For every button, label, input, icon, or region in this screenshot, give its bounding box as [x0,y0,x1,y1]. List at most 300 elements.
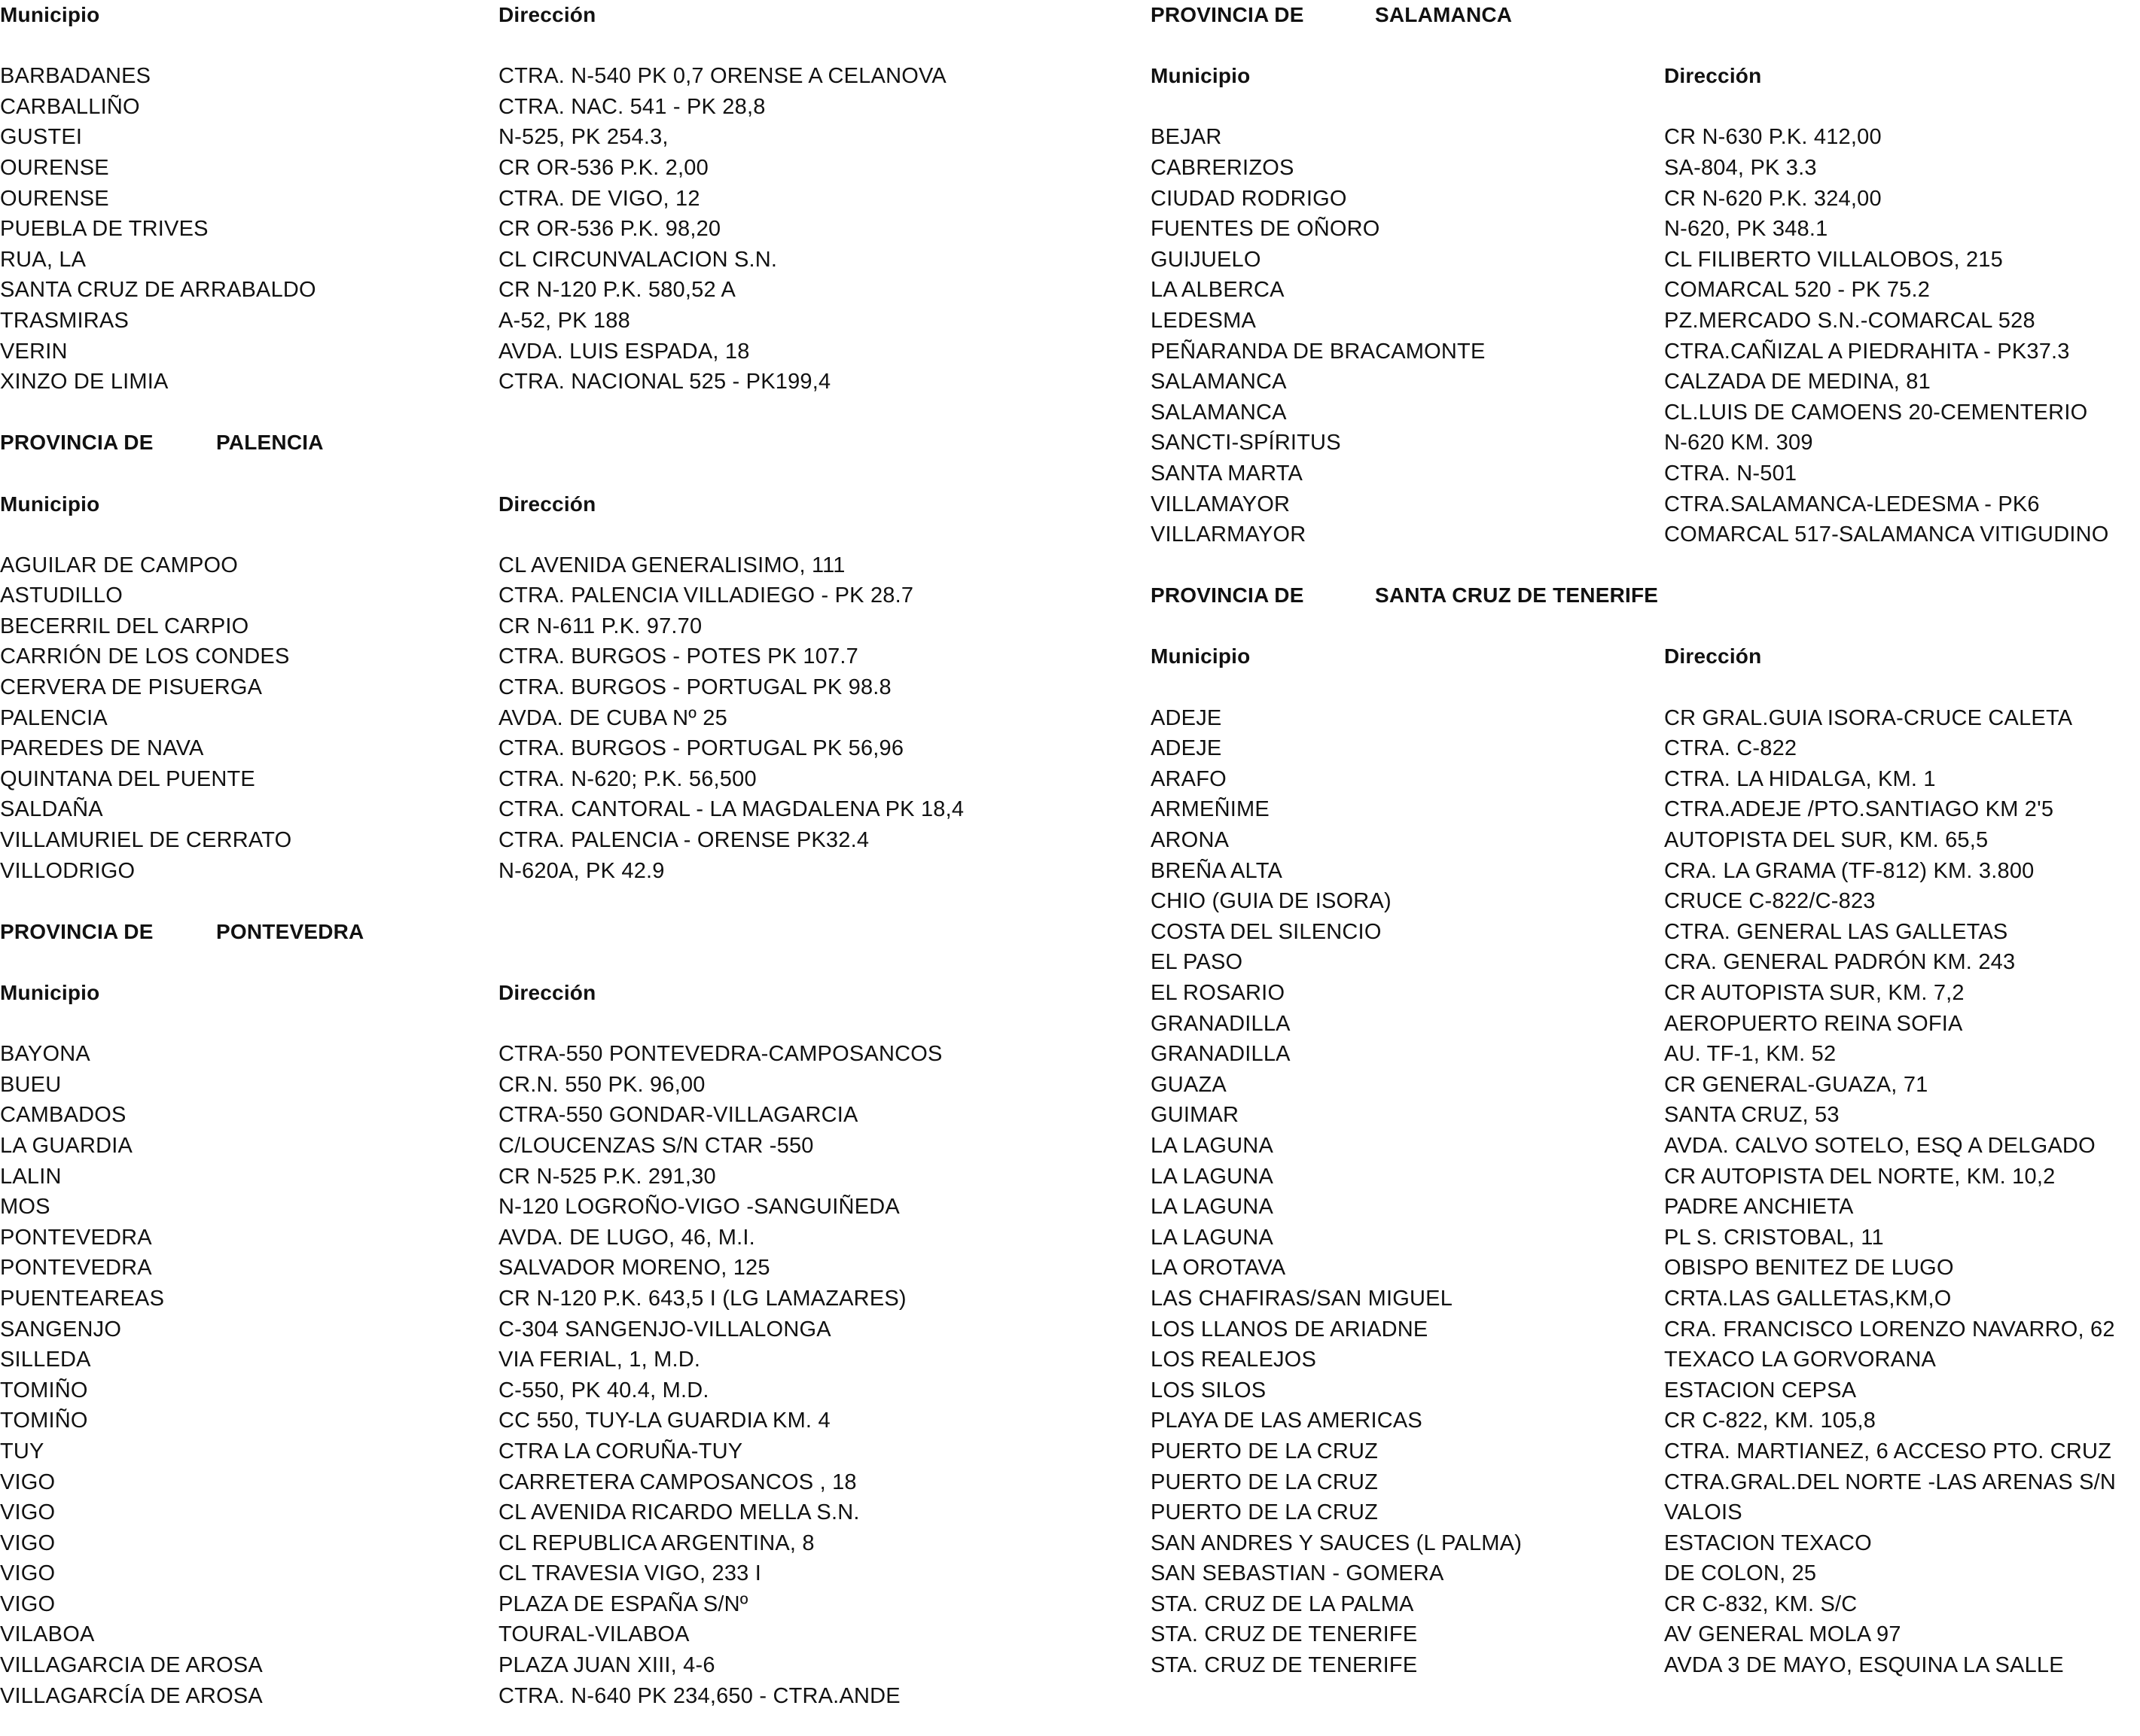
municipio-cell: CARRIÓN DE LOS CONDES [0,644,290,669]
municipio-cell: GRANADILLA [1151,1011,1291,1036]
direccion-cell: CARRETERA CAMPOSANCOS , 18 [498,1470,857,1494]
municipio-cell: LEDESMA [1151,308,1256,333]
direccion-header: Dirección [498,981,596,1004]
table-row [1151,519,2140,550]
table-row [0,1100,1069,1131]
municipio-cell: VILLAMAYOR [1151,492,1291,516]
direccion-cell: CTRA. DE VIGO, 12 [498,186,700,211]
table-row [1151,1497,2140,1528]
direccion-cell: CRA. GENERAL PADRÓN KM. 243 [1664,950,2016,975]
municipio-cell: LOS REALEJOS [1151,1348,1316,1372]
table-row [0,92,1069,123]
direccion-cell: SALVADOR MORENO, 125 [498,1256,770,1281]
municipio-cell: LA GUARDIA [0,1133,133,1158]
palencia-list [0,550,1069,887]
table-row [0,1650,1069,1681]
table-row [0,611,1069,642]
municipio-cell: XINZO DE LIMIA [0,370,169,394]
table-row [1151,825,2140,856]
table-row [0,306,1069,337]
direccion-cell: CL.LUIS DE CAMOENS 20-CEMENTERIO [1664,400,2088,425]
municipio-cell: ASTUDILLO [0,583,123,608]
municipio-cell: SANTA MARTA [1151,461,1303,486]
table-row [0,184,1069,215]
table-row [0,1589,1069,1620]
municipio-cell: CHIO (GUIA DE ISORA) [1151,889,1392,914]
direccion-cell: N-620, PK 348.1 [1664,217,1828,242]
direccion-cell: CR N-611 P.K. 97.70 [498,614,703,638]
municipio-cell: SAN ANDRES Y SAUCES (L PALMA) [1151,1530,1523,1555]
municipio-cell: STA. CRUZ DE TENERIFE [1151,1653,1418,1678]
direccion-cell: CR GENERAL-GUAZA, 71 [1664,1072,1928,1097]
table-row [1151,245,2140,276]
municipio-cell: SALAMANCA [1151,400,1287,425]
direccion-cell: CTRA. CANTORAL - LA MAGDALENA PK 18,4 [498,797,965,822]
table-row [1151,703,2140,734]
province-heading: PROVINCIA DE PONTEVEDRA [0,917,1069,948]
direccion-cell: AV GENERAL MOLA 97 [1664,1622,1901,1647]
direccion-cell: PADRE ANCHIETA [1664,1195,1854,1220]
direccion-cell: CR C-822, KM. 105,8 [1664,1409,1876,1433]
table-row [0,1345,1069,1375]
left-column [0,0,1069,1711]
direccion-cell: CL AVENIDA RICARDO MELLA S.N. [498,1500,860,1525]
direccion-cell: DE COLON, 25 [1664,1561,1817,1586]
table-row [1151,1589,2140,1620]
table-row [0,1528,1069,1559]
direccion-cell: CRA. FRANCISCO LORENZO NAVARRO, 62 [1664,1317,2115,1342]
province-name: PALENCIA [216,431,324,455]
table-row [1151,794,2140,825]
direccion-cell: OBISPO BENITEZ DE LUGO [1664,1256,1954,1281]
municipio-cell: VILLODRIGO [0,858,136,883]
municipio-cell: CERVERA DE PISUERGA [0,675,263,700]
table-row [0,1284,1069,1314]
direccion-cell: CTRA. N-501 [1664,461,1797,486]
table-row [1151,1650,2140,1681]
municipio-cell: AGUILAR DE CAMPOO [0,553,239,577]
municipio-cell: PEÑARANDA DE BRACAMONTE [1151,339,1486,364]
table-row [0,825,1069,856]
municipio-cell: VIGO [0,1530,56,1555]
column-header [1151,61,2140,92]
direccion-cell: AVDA. DE CUBA Nº 25 [498,705,727,730]
table-row [1151,1131,2140,1162]
direccion-cell: PZ.MERCADO S.N.-COMARCAL 528 [1664,308,2035,333]
municipio-cell: SALAMANCA [1151,370,1287,394]
table-row [0,1039,1069,1070]
table-row [0,764,1069,795]
direccion-cell: AVDA 3 DE MAYO, ESQUINA LA SALLE [1664,1653,2064,1678]
table-row [1151,367,2140,397]
municipio-cell: GUIJUELO [1151,247,1261,272]
table-row [1151,1070,2140,1101]
municipio-cell: BREÑA ALTA [1151,858,1282,883]
direccion-cell: CL FILIBERTO VILLALOBOS, 215 [1664,247,2003,272]
table-row [0,580,1069,611]
municipio-cell: ARAFO [1151,766,1227,791]
direccion-cell: COMARCAL 517-SALAMANCA VITIGUDINO [1664,522,2109,547]
direccion-cell: PLAZA DE ESPAÑA S/Nº [498,1591,748,1616]
table-row [0,1223,1069,1253]
table-row [0,794,1069,825]
direccion-cell: CTRA. NAC. 541 - PK 28,8 [498,94,766,119]
direccion-cell: CR N-120 P.K. 643,5 I (LG LAMAZARES) [498,1286,907,1311]
municipio-cell: SANCTI-SPÍRITUS [1151,431,1341,455]
direccion-cell: CR N-120 P.K. 580,52 A [498,278,736,303]
municipio-cell: TUY [0,1439,44,1463]
table-row [0,245,1069,276]
municipio-cell: FUENTES DE OÑORO [1151,217,1380,242]
municipio-cell: STA. CRUZ DE TENERIFE [1151,1622,1418,1647]
table-row [0,1314,1069,1345]
province-heading: PROVINCIA DE SANTA CRUZ DE TENERIFE [1151,580,2140,611]
right-column [1151,0,2140,1681]
municipio-cell: PALENCIA [0,705,108,730]
column-header [0,0,1069,31]
direccion-cell: AEROPUERTO REINA SOFIA [1664,1011,1963,1036]
direccion-cell: COMARCAL 520 - PK 75.2 [1664,278,1931,303]
municipio-cell: ADEJE [1151,705,1222,730]
direccion-cell: C-550, PK 40.4, M.D. [498,1378,709,1403]
municipio-cell: LA ALBERCA [1151,278,1285,303]
column-header [0,489,1069,520]
direccion-cell: ESTACION CEPSA [1664,1378,1857,1403]
table-row [1151,764,2140,795]
table-row [1151,1192,2140,1223]
table-row [1151,458,2140,489]
table-row [1151,733,2140,764]
municipio-cell: GRANADILLA [1151,1042,1291,1067]
municipio-cell: BAYONA [0,1042,90,1067]
table-row [1151,214,2140,245]
direccion-cell: CTRA. BURGOS - POTES PK 107.7 [498,644,858,669]
municipio-cell: VILLAGARCIA DE AROSA [0,1653,263,1678]
table-row [1151,1558,2140,1589]
municipio-cell: BECERRIL DEL CARPIO [0,614,249,638]
municipio-cell: LALIN [0,1164,62,1189]
municipio-cell: VIGO [0,1561,56,1586]
municipio-cell: ADEJE [1151,736,1222,761]
municipio-cell: OURENSE [0,186,109,211]
direccion-cell: PL S. CRISTOBAL, 11 [1664,1225,1884,1250]
table-row [1151,886,2140,917]
table-row [1151,428,2140,458]
municipio-cell: ARMEÑIME [1151,797,1270,822]
municipio-cell: STA. CRUZ DE LA PALMA [1151,1591,1414,1616]
table-row [1151,1528,2140,1559]
table-row [0,1192,1069,1223]
direccion-cell: CTRA. N-640 PK 234,650 - CTRA.ANDE [498,1683,901,1708]
municipio-cell: LA LAGUNA [1151,1195,1273,1220]
direccion-cell: TEXACO LA GORVORANA [1664,1348,1937,1372]
municipio-cell: CABRERIZOS [1151,155,1294,180]
table-row [1151,306,2140,337]
direccion-cell: CR OR-536 P.K. 98,20 [498,217,721,242]
table-row [1151,1100,2140,1131]
table-row [1151,184,2140,215]
direccion-cell: CTRA. MARTIANEZ, 6 ACCESO PTO. CRUZ [1664,1439,2112,1463]
column-header [0,978,1069,1009]
table-row [0,703,1069,734]
table-row [0,1070,1069,1101]
direccion-cell: CTRA. N-620; P.K. 56,500 [498,766,757,791]
table-row [1151,1284,2140,1314]
direccion-cell: CR AUTOPISTA SUR, KM. 7,2 [1664,981,1965,1005]
direccion-cell: CTRA. BURGOS - PORTUGAL PK 98.8 [498,675,892,700]
direccion-cell: CL CIRCUNVALACION S.N. [498,247,778,272]
municipio-cell: PUERTO DE LA CRUZ [1151,1500,1379,1525]
direccion-cell: SANTA CRUZ, 53 [1664,1103,1840,1128]
municipio-cell: EL PASO [1151,950,1243,975]
direccion-cell: CTRA.ADEJE /PTO.SANTIAGO KM 2'5 [1664,797,2054,822]
municipio-header: Municipio [0,981,100,1004]
municipio-cell: VILLAMURIEL DE CERRATO [0,828,292,853]
direccion-cell: CTRA. GENERAL LAS GALLETAS [1664,919,2008,944]
table-row [0,367,1069,397]
direccion-cell: CR.N. 550 PK. 96,00 [498,1072,706,1097]
municipio-cell: LOS LLANOS DE ARIADNE [1151,1317,1428,1342]
municipio-cell: SANTA CRUZ DE ARRABALDO [0,278,316,303]
direccion-cell: CTRA. C-822 [1664,736,1797,761]
direccion-cell: VALOIS [1664,1500,1742,1525]
direccion-cell: CTRA. BURGOS - PORTUGAL PK 56,96 [498,736,904,761]
table-row [0,856,1069,887]
municipio-cell: QUINTANA DEL PUENTE [0,766,255,791]
table-row [0,672,1069,703]
municipio-cell: LA LAGUNA [1151,1164,1273,1189]
table-row [1151,978,2140,1009]
table-row [0,1131,1069,1162]
direccion-cell: CR N-525 P.K. 291,30 [498,1164,716,1189]
municipio-cell: LOS SILOS [1151,1378,1267,1403]
municipio-cell: PONTEVEDRA [0,1225,152,1250]
table-row [0,1406,1069,1436]
municipio-cell: EL ROSARIO [1151,981,1285,1005]
table-row [1151,397,2140,428]
direccion-cell: CTRA. PALENCIA - ORENSE PK32.4 [498,828,870,853]
direccion-cell: ESTACION TEXACO [1664,1530,1872,1555]
municipio-cell: LA OROTAVA [1151,1256,1286,1281]
municipio-cell: TOMIÑO [0,1409,88,1433]
municipio-cell: PONTEVEDRA [0,1256,152,1281]
municipio-cell: VIGO [0,1591,56,1616]
municipio-cell: VIGO [0,1500,56,1525]
municipio-cell: BARBADANES [0,64,151,89]
municipio-header: Municipio [0,492,100,516]
table-row [1151,1009,2140,1040]
table-row [1151,856,2140,887]
direccion-cell: AVDA. CALVO SOTELO, ESQ A DELGADO [1664,1133,2096,1158]
direccion-header: Dirección [498,492,596,516]
direccion-cell: CTRA. N-540 PK 0,7 ORENSE A CELANOVA [498,64,947,89]
table-row [0,275,1069,306]
table-row [0,641,1069,672]
table-row [0,1375,1069,1406]
salamanca-list [1151,122,2140,550]
tenerife-list [1151,703,2140,1681]
direccion-cell: CTRA.GRAL.DEL NORTE -LAS ARENAS S/N [1664,1470,2117,1494]
municipio-header: Municipio [1151,64,1251,88]
municipio-cell: OURENSE [0,155,109,180]
table-row [0,1467,1069,1498]
direccion-cell: CR GRAL.GUIA ISORA-CRUCE CALETA [1664,705,2073,730]
municipio-cell: TOMIÑO [0,1378,88,1403]
table-row [1151,1375,2140,1406]
direccion-cell: CR N-620 P.K. 324,00 [1664,186,1882,211]
direccion-cell: A-52, PK 188 [498,308,630,333]
municipio-cell: LA LAGUNA [1151,1133,1273,1158]
column-header [1151,641,2140,672]
municipio-cell: ARONA [1151,828,1230,853]
municipio-cell: PUERTO DE LA CRUZ [1151,1470,1379,1494]
direccion-cell: CR AUTOPISTA DEL NORTE, KM. 10,2 [1664,1164,2056,1189]
municipio-cell: MOS [0,1195,50,1220]
municipio-cell: PUEBLA DE TRIVES [0,217,209,242]
direccion-cell: CL AVENIDA GENERALISIMO, 111 [498,553,846,577]
table-row [0,1253,1069,1284]
direccion-cell: N-120 LOGROÑO-VIGO -SANGUIÑEDA [498,1195,900,1220]
table-row [1151,947,2140,978]
table-row [0,733,1069,764]
table-row [1151,1039,2140,1070]
table-row [0,1162,1069,1192]
direccion-cell: CC 550, TUY-LA GUARDIA KM. 4 [498,1409,831,1433]
province-name: PONTEVEDRA [216,919,364,943]
direccion-cell: C-304 SANGENJO-VILLALONGA [498,1317,831,1342]
municipio-header: Municipio [0,3,100,26]
direccion-cell: CRTA.LAS GALLETAS,KM,O [1664,1286,1952,1311]
table-row [1151,275,2140,306]
direccion-cell: CTRA.CAÑIZAL A PIEDRAHITA - PK37.3 [1664,339,2070,364]
direccion-cell: PLAZA JUAN XIII, 4-6 [498,1653,715,1678]
municipio-cell: PUERTO DE LA CRUZ [1151,1439,1379,1463]
table-row [1151,153,2140,184]
direccion-cell: CRUCE C-822/C-823 [1664,889,1876,914]
province-heading: PROVINCIA DE SALAMANCA [1151,0,2140,31]
province-name: SANTA CRUZ DE TENERIFE [1375,583,1659,608]
table-row [0,1619,1069,1650]
table-row [1151,1223,2140,1253]
direccion-cell: CR C-832, KM. S/C [1664,1591,1858,1616]
direccion-cell: CR OR-536 P.K. 2,00 [498,155,709,180]
table-row [0,1681,1069,1712]
direccion-cell: C/LOUCENZAS S/N CTAR -550 [498,1133,814,1158]
municipio-cell: PLAYA DE LAS AMERICAS [1151,1409,1422,1433]
direccion-cell: CL REPUBLICA ARGENTINA, 8 [498,1530,815,1555]
direccion-cell: CL TRAVESIA VIGO, 233 I [498,1561,761,1586]
direccion-cell: AU. TF-1, KM. 52 [1664,1042,1837,1067]
table-row [1151,1406,2140,1436]
table-row [0,153,1069,184]
municipio-cell: GUSTEI [0,125,83,150]
table-row [1151,1253,2140,1284]
direccion-cell: N-525, PK 254.3, [498,125,669,150]
municipio-cell: RUA, LA [0,247,87,272]
direccion-cell: AVDA. LUIS ESPADA, 18 [498,339,750,364]
direccion-header: Dirección [498,3,596,26]
direccion-cell: CTRA. NACIONAL 525 - PK199,4 [498,370,831,394]
direccion-cell: CTRA LA CORUÑA-TUY [498,1439,743,1463]
municipio-cell: CAMBADOS [0,1103,127,1128]
direccion-cell: AUTOPISTA DEL SUR, KM. 65,5 [1664,828,1989,853]
table-row [0,214,1069,245]
municipio-cell: LA LAGUNA [1151,1225,1273,1250]
municipio-cell: LAS CHAFIRAS/SAN MIGUEL [1151,1286,1453,1311]
table-row [0,550,1069,581]
table-row [0,1436,1069,1467]
table-row [0,122,1069,153]
municipio-cell: VILLARMAYOR [1151,522,1306,547]
province-name: SALAMANCA [1375,3,1513,26]
direccion-cell: SA-804, PK 3.3 [1664,155,1817,180]
table-row [1151,1467,2140,1498]
direccion-cell: CTRA-550 GONDAR-VILLAGARCIA [498,1103,858,1128]
direccion-cell: N-620A, PK 42.9 [498,858,665,883]
table-row [1151,1436,2140,1467]
municipio-cell: CIUDAD RODRIGO [1151,186,1347,211]
municipio-cell: VIGO [0,1470,56,1494]
direccion-cell: CTRA.SALAMANCA-LEDESMA - PK6 [1664,492,2040,516]
table-row [0,61,1069,92]
municipio-header: Municipio [1151,644,1251,669]
table-row [1151,1162,2140,1192]
municipio-cell: COSTA DEL SILENCIO [1151,919,1382,944]
municipio-cell: GUAZA [1151,1072,1227,1097]
table-row [1151,489,2140,520]
municipio-cell: TRASMIRAS [0,308,129,333]
table-row [1151,122,2140,153]
direccion-header: Dirección [1664,644,1762,669]
table-row [1151,337,2140,367]
direccion-cell: VIA FERIAL, 1, M.D. [498,1348,701,1372]
municipio-cell: GUIMAR [1151,1103,1239,1128]
ourense-list [0,61,1069,397]
municipio-cell: PUENTEAREAS [0,1286,165,1311]
direccion-header: Dirección [1664,64,1762,88]
municipio-cell: SANGENJO [0,1317,122,1342]
direccion-cell: N-620 KM. 309 [1664,431,1813,455]
direccion-cell: CALZADA DE MEDINA, 81 [1664,370,1931,394]
direccion-cell: CTRA. PALENCIA VILLADIEGO - PK 28.7 [498,583,914,608]
province-heading: PROVINCIA DE PALENCIA [0,428,1069,458]
direccion-cell: CTRA-550 PONTEVEDRA-CAMPOSANCOS [498,1042,943,1067]
direccion-cell: CRA. LA GRAMA (TF-812) KM. 3.800 [1664,858,2035,883]
municipio-cell: SAN SEBASTIAN - GOMERA [1151,1561,1444,1586]
municipio-cell: SILLEDA [0,1348,91,1372]
municipio-cell: CARBALLIÑO [0,94,140,119]
municipio-cell: BEJAR [1151,125,1222,150]
table-row [0,337,1069,367]
table-row [1151,1345,2140,1375]
table-row [1151,1619,2140,1650]
direccion-cell: CR N-630 P.K. 412,00 [1664,125,1882,150]
pontevedra-list [0,1039,1069,1711]
direccion-cell: AVDA. DE LUGO, 46, M.I. [498,1225,755,1250]
municipio-cell: VILABOA [0,1622,95,1647]
municipio-cell: BUEU [0,1072,62,1097]
table-row [1151,917,2140,948]
table-row [0,1558,1069,1589]
municipio-cell: VERIN [0,339,68,364]
table-row [1151,1314,2140,1345]
table-row [0,1497,1069,1528]
municipio-cell: SALDAÑA [0,797,103,822]
municipio-cell: PAREDES DE NAVA [0,736,204,761]
direccion-cell: CTRA. LA HIDALGA, KM. 1 [1664,766,1936,791]
direccion-cell: TOURAL-VILABOA [498,1622,690,1647]
municipio-cell: VILLAGARCÍA DE AROSA [0,1683,263,1708]
